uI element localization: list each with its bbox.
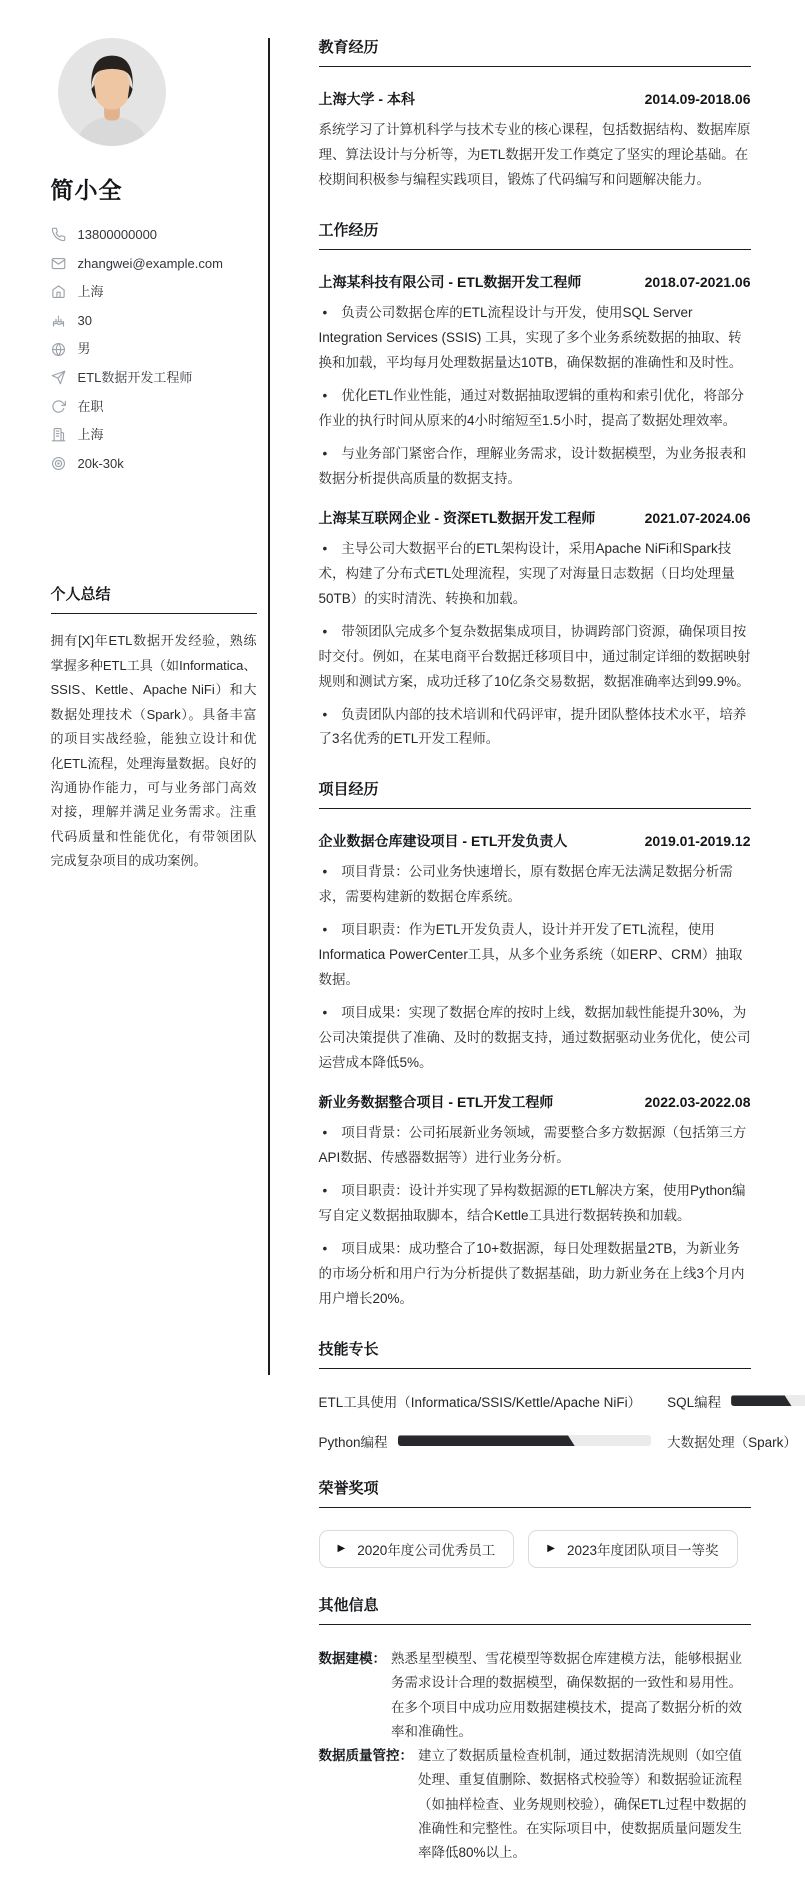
education-entry	[319, 89, 751, 193]
play-icon: ▶	[337, 1542, 346, 1554]
school-degree: 上海大学 - 本科	[318, 91, 415, 107]
building-icon	[51, 427, 66, 442]
skill-item-sql	[667, 1391, 805, 1411]
profile-photo	[58, 38, 166, 146]
company-role: 上海某科技有限公司 - ETL数据开发工程师	[318, 273, 582, 290]
age-value: 30	[77, 312, 92, 328]
status-value: 在职	[77, 398, 104, 414]
education-title: 教育经历	[319, 36, 751, 67]
project-bullet: • 项目背景：公司业务快速增长，原有数据仓库无法满足数据分析需求，需要构建新的数据仓库系统。	[319, 860, 751, 910]
contact-list	[51, 227, 257, 471]
project-date: 2019.01-2019.12	[644, 833, 751, 850]
home-icon	[51, 284, 66, 299]
salary-icon	[51, 456, 66, 471]
resume-page	[6, 0, 800, 1861]
other-entry-label: 数据质量管控：	[318, 1748, 413, 1764]
skill-label: Python编程	[318, 1434, 388, 1450]
skill-item-etl-tools	[319, 1391, 652, 1411]
project-entry	[319, 831, 751, 1076]
skill-bar-fill	[731, 1395, 792, 1406]
honor-badge	[319, 1530, 515, 1568]
other-entry-data-quality	[319, 1744, 751, 1865]
project-bullet: • 项目成果：实现了数据仓库的按时上线，数据加载性能提升30%，为公司决策提供了准确、及时的数据支持，通过数据驱动业务优化，使公司运营成本降低5%。	[319, 1001, 751, 1076]
summary-text: 拥有[X]年ETL数据开发经验，熟练掌握多种ETL工具（如Informatica、SSIS、Kettle、Apache NiFi）和大数据处理技术（Spark）。具备丰富的项目实战经验，能独立设计和优化ETL流程，处理海量数据。良好的沟通协作能力，可与业务部门高效对接，理解并满足业务需求。注重代码质量和性能优化，有带领团队完成复杂项目的成功案例。	[50, 633, 257, 869]
status-icon	[51, 399, 66, 414]
person-name: 简小全	[50, 177, 123, 203]
work-bullet: • 带领团队完成多个复杂数据集成项目，协调跨部门资源，确保项目按时交付。例如，在某电商平台数据迁移项目中，通过制定详细的数据映射规则和测试方案，成功迁移了10亿条交易数据，数据准确率达到99.9%。	[319, 620, 751, 695]
education-description: 系统学习了计算机科学与技术专业的核心课程，包括数据结构、数据库原理、算法设计与分析等，为ETL数据开发工作奠定了坚实的理论基础。在校期间积极参与编程实践项目，锻炼了代码编写和问题解决能力。	[318, 122, 751, 187]
main-content	[318, 36, 797, 1892]
position-icon	[51, 370, 66, 385]
phone-value: 13800000000	[77, 227, 158, 242]
summary-section	[51, 583, 257, 873]
work-city-value: 上海	[77, 427, 104, 443]
home-city-value: 上海	[77, 284, 104, 300]
contact-gender	[51, 341, 257, 357]
other-title: 其他信息	[319, 1594, 751, 1625]
project-role: 企业数据仓库建设项目 - ETL开发负责人	[318, 833, 568, 850]
skill-label: 大数据处理（Spark）	[667, 1434, 797, 1450]
section-projects	[319, 778, 751, 1312]
work-date: 2021.07-2024.06	[644, 509, 751, 526]
skill-label: ETL工具使用（Informatica/SSIS/Kettle/Apache NiFi）	[318, 1394, 642, 1410]
skill-bar	[398, 1435, 652, 1446]
contact-work-city	[51, 427, 257, 443]
project-bullet: • 项目职责：作为ETL开发负责人，设计并开发了ETL流程，使用Informatica PowerCenter工具，从多个业务系统（如ERP、CRM）抽取数据。	[319, 918, 751, 993]
education-date: 2014.09-2018.06	[644, 91, 751, 107]
company-role: 上海某互联网企业 - 资深ETL数据开发工程师	[318, 509, 596, 526]
honor-badge	[528, 1530, 737, 1568]
work-bullet: • 负责团队内部的技术培训和代码评审，提升团队整体技术水平，培养了3名优秀的ETL开发工程师。	[319, 703, 751, 753]
project-bullet: • 项目背景：公司拓展新业务领域，需要整合多方数据源（包括第三方API数据、传感器数据等）进行业务分析。	[319, 1121, 751, 1171]
section-education	[319, 36, 751, 193]
avatar	[58, 38, 166, 146]
skill-bar	[731, 1395, 805, 1406]
honor-badges	[319, 1530, 751, 1568]
contact-status	[51, 399, 257, 415]
salary-value: 20k-30k	[77, 455, 124, 471]
skill-bar-fill	[398, 1435, 576, 1446]
sidebar	[51, 38, 257, 874]
section-other	[319, 1594, 751, 1866]
other-entry-label: 数据建模：	[318, 1650, 386, 1666]
gender-value: 男	[77, 341, 91, 357]
honor-badge-label: 2020年度公司优秀员工	[357, 1542, 496, 1558]
section-skills	[318, 1338, 797, 1451]
contact-home-city	[51, 284, 257, 300]
work-date: 2018.07-2021.06	[644, 273, 751, 290]
age-icon	[51, 313, 66, 328]
projects-title: 项目经历	[319, 778, 751, 809]
other-entry-data-modeling	[319, 1647, 751, 1744]
skill-item-python	[319, 1431, 652, 1451]
skills-title: 技能专长	[319, 1338, 751, 1369]
work-title: 工作经历	[319, 219, 751, 250]
honors-title: 荣誉奖项	[319, 1477, 751, 1508]
contact-position	[51, 370, 257, 386]
section-honors	[319, 1477, 751, 1568]
gender-icon	[51, 342, 66, 357]
contact-salary	[51, 456, 257, 472]
email-value: zhangwei@example.com	[77, 255, 223, 271]
contact-phone	[51, 227, 257, 243]
honor-badge-label: 2023年度团队项目一等奖	[566, 1542, 719, 1558]
project-date: 2022.03-2022.08	[644, 1094, 751, 1111]
position-value: ETL数据开发工程师	[77, 369, 193, 385]
mail-icon	[51, 256, 66, 271]
skill-label: SQL编程	[667, 1394, 722, 1410]
skills-grid	[318, 1391, 797, 1451]
work-bullet: • 优化ETL作业性能，通过对数据抽取逻辑的重构和索引优化，将部分作业的执行时间从原来的4小时缩短至1.5小时，提高了数据处理效率。	[319, 384, 751, 434]
contact-age	[51, 313, 257, 329]
other-entry-text: 熟悉星型模型、雪花模型等数据仓库建模方法，能够根据业务需求设计合理的数据模型，确保数据的一致性和易用性。在多个项目中成功应用数据建模技术，提高了数据分析的效率和准确性。	[391, 1650, 742, 1739]
play-icon: ▶	[547, 1542, 555, 1554]
work-bullet: • 与业务部门紧密合作，理解业务需求，设计数据模型，为业务报表和数据分析提供高质量的数据支持。	[319, 442, 751, 492]
work-bullet: • 负责公司数据仓库的ETL流程设计与开发，使用SQL Server Integration Services (SSIS) 工具，实现了多个业务系统数据的抽取、转换和加载，平均每月处理数据量达10TB，确保数据的准确性和及时性。	[319, 301, 751, 376]
section-work	[319, 219, 751, 753]
work-entry	[319, 272, 751, 492]
project-bullet: • 项目成果：成功整合了10+数据源，每日处理数据量2TB，为新业务的市场分析和用户行为分析提供了数据基础，助力新业务在上线3个月内用户增长20%。	[319, 1237, 751, 1312]
project-bullet: • 项目职责：设计并实现了异构数据源的ETL解决方案，使用Python编写自定义数据抽取脚本，结合Kettle工具进行数据转换和加载。	[319, 1179, 751, 1229]
work-bullet: • 主导公司大数据平台的ETL架构设计，采用Apache NiFi和Spark技术，构建了分布式ETL处理流程，实现了对海量日志数据（日均处理量50TB）的实时清洗、转换和加载。	[319, 537, 751, 612]
project-entry	[319, 1092, 751, 1312]
summary-title: 个人总结	[51, 583, 257, 614]
other-entry-text: 建立了数据质量检查机制，通过数据清洗规则（如空值处理、重复值删除、数据格式校验等）和数据验证流程（如抽样检查、业务规则校验），确保ETL过程中数据的准确性和完整性。在实际项目中，使数据质量问题发生率降低80%以上。	[418, 1748, 747, 1861]
work-entry	[319, 508, 751, 753]
project-role: 新业务数据整合项目 - ETL开发工程师	[318, 1094, 554, 1111]
column-divider	[268, 38, 270, 1375]
phone-icon	[51, 227, 66, 242]
skill-item-spark	[667, 1431, 805, 1451]
contact-email	[51, 256, 257, 272]
